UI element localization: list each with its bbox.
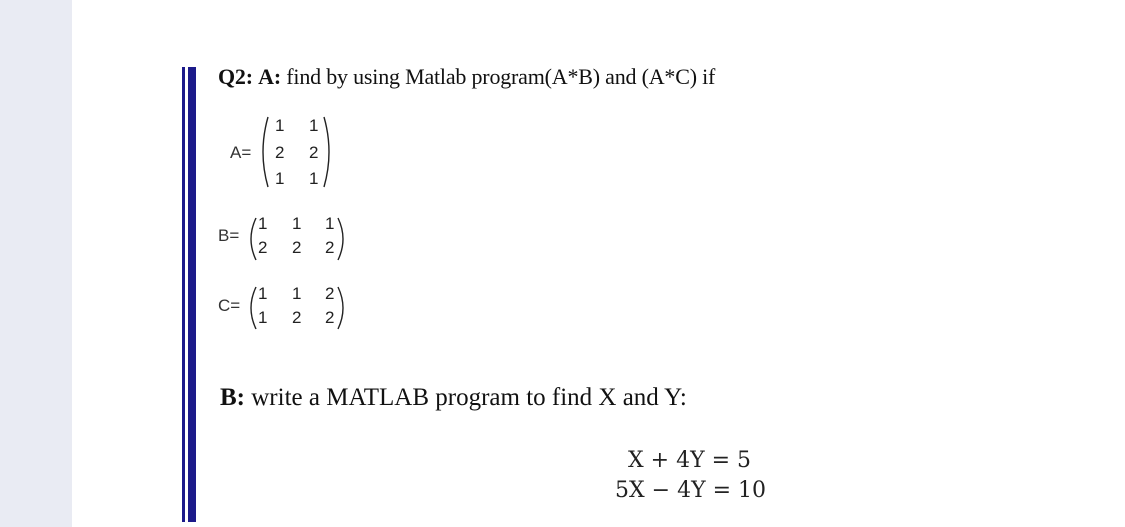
- question-part-a: [218, 64, 715, 90]
- matrix-c-cell: 1: [258, 308, 268, 327]
- part-b-text: write a MATLAB program to find X and Y:: [245, 384, 687, 411]
- matrix-b-cell: 1: [325, 214, 335, 233]
- left-border-thin: [182, 67, 185, 522]
- matrix-c-cell: 2: [325, 284, 335, 303]
- part-a-text: find by using Matlab program(A*B) and (A*C) if: [280, 64, 716, 89]
- matrix-c-cell: 1: [258, 284, 268, 303]
- matrix-a-cell: 2: [309, 143, 319, 162]
- equation-2: 5X − 4Y = 10: [615, 478, 767, 503]
- matrix-b-left-paren: [246, 217, 258, 261]
- matrix-b-cell: 2: [258, 238, 268, 257]
- matrix-b-cell: 1: [292, 214, 302, 233]
- matrix-a-label: A=: [230, 143, 252, 162]
- matrix-c-cell: 1: [292, 284, 302, 303]
- question-label: Q2:: [218, 64, 253, 89]
- matrix-b-cell: 1: [258, 214, 268, 233]
- matrix-a-cell: 1: [309, 169, 319, 188]
- equation-1: X + 4Y = 5: [628, 448, 752, 473]
- part-a-label: A:: [258, 64, 281, 89]
- matrix-a-cell: 1: [275, 169, 285, 188]
- matrix-b-cell: 2: [325, 238, 335, 257]
- matrix-b-cell: 2: [292, 238, 302, 257]
- matrix-a-right-paren: [322, 116, 334, 188]
- question-part-b: [220, 384, 687, 412]
- part-b-label: B:: [220, 384, 245, 411]
- matrix-b-right-paren: [336, 217, 348, 261]
- left-border-thick: [188, 67, 196, 522]
- matrix-c-label: C=: [218, 296, 241, 315]
- matrix-a-left-paren: [258, 116, 270, 188]
- matrix-c-left-paren: [246, 286, 258, 330]
- matrix-c-right-paren: [336, 286, 348, 330]
- matrix-a-cell: 2: [275, 143, 285, 162]
- matrix-c-cell: 2: [325, 308, 335, 327]
- matrix-a-cell: 1: [275, 116, 285, 135]
- matrix-a-cell: 1: [309, 116, 319, 135]
- matrix-c-cell: 2: [292, 308, 302, 327]
- matrix-b-label: B=: [218, 226, 240, 245]
